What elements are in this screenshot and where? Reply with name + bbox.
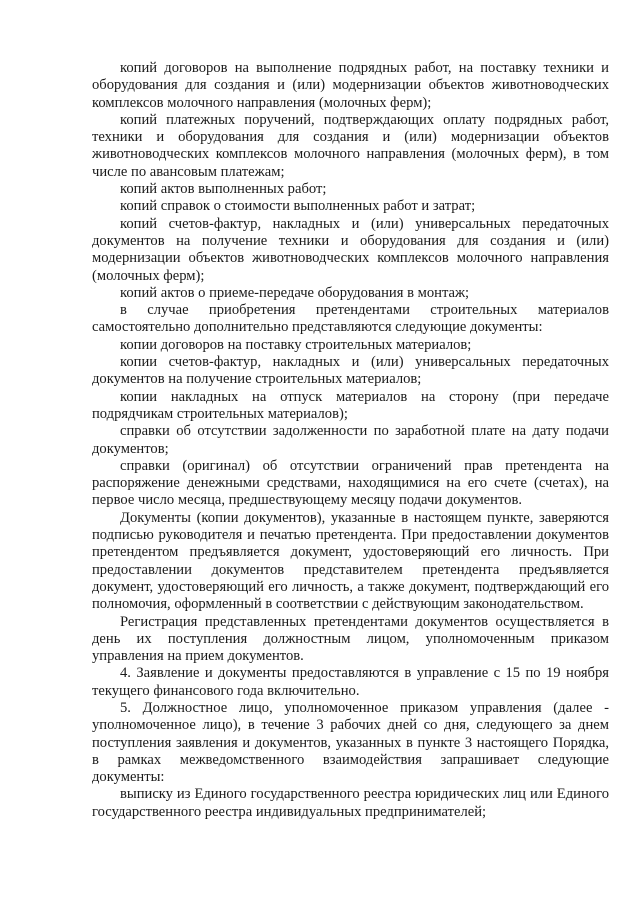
paragraph-salary-debt-certificate: справки об отсутствии задолженности по заработной плате на дату подачи документов; xyxy=(92,423,609,457)
paragraph-installation-acts: копий актов о приеме-передаче оборудования в монтаж; xyxy=(120,284,470,301)
paragraph-cost-certificates: копий справок о стоимости выполненных работ и затрат; xyxy=(120,198,476,215)
paragraph-clause-4: 4. Заявление и документы предоставляются в управление с 15 по 19 ноября текущего финансового года включительно. xyxy=(92,665,609,699)
paragraph-registry-extract: выписку из Единого государственного реестра юридических лиц или Единого государственного реестра индивидуальных предпринимателей; xyxy=(92,786,609,820)
paragraph-building-materials-intro: в случае приобретения претендентами строительных материалов самостоятельно дополнительно представляются следующие документы: xyxy=(92,302,609,336)
paragraph-account-restrictions-certificate: справки (оригинал) об отсутствии ограничений прав претендента на распоряжение денежными средствами, находящимися на его счете (счетах), на первое число месяца, предшествующему месяцу подачи документов. xyxy=(92,457,609,509)
paragraph-clause-5: 5. Должностное лицо, уполномоченное приказом управления (далее - уполномоченное лицо), в течение 3 рабочих дней со дня, следующего за днем поступления заявления и документов, указанных в пункте 3 настоящего Порядка, в рамках межведомственного взаимодействия запрашивает следующие документы: xyxy=(92,699,609,786)
document-body xyxy=(92,60,609,821)
paragraph-document-certification: Документы (копии документов), указанные в настоящем пункте, заверяются подписью руководителя и печатью претендента. При предоставлении документов претендентом предъявляется документ, удостоверяющий его личность. При предоставлении документов представителем претендента предъявляется документ, удостоверяющий его личность, а также документ, подтверждающий его полномочия, оформленный в соответствии с действующим законодательством. xyxy=(92,509,609,613)
paragraph-invoices-equipment: копий счетов-фактур, накладных и (или) универсальных передаточных документов на получение техники и оборудования для создания и (или) модернизации объектов животноводческих комплексов молочного направления (молочных ферм); xyxy=(92,215,609,284)
paragraph-materials-invoices: копии счетов-фактур, накладных и (или) универсальных передаточных документов на получение строительных материалов; xyxy=(92,354,609,388)
paragraph-work-acts: копий актов выполненных работ; xyxy=(120,181,327,198)
paragraph-materials-waybills: копии накладных на отпуск материалов на сторону (при передаче подрядчикам строительных материалов); xyxy=(92,388,609,422)
paragraph-materials-contracts: копии договоров на поставку строительных материалов; xyxy=(120,336,472,353)
paragraph-contract-copies: копий договоров на выполнение подрядных работ, на поставку техники и оборудования для создания и (или) модернизации объектов животноводческих комплексов молочного направления (молочных ферм); xyxy=(92,60,609,111)
paragraph-registration: Регистрация представленных претендентами документов осуществляется в день их поступления должностным лицом, уполномоченным приказом управления на прием документов. xyxy=(92,613,609,665)
paragraph-payment-orders: копий платежных поручений, подтверждающих оплату подрядных работ, техники и оборудования для создания и (или) модернизации объектов животноводческих комплексов молочного направления (молочных ферм), в том числе по авансовым платежам; xyxy=(92,111,609,180)
